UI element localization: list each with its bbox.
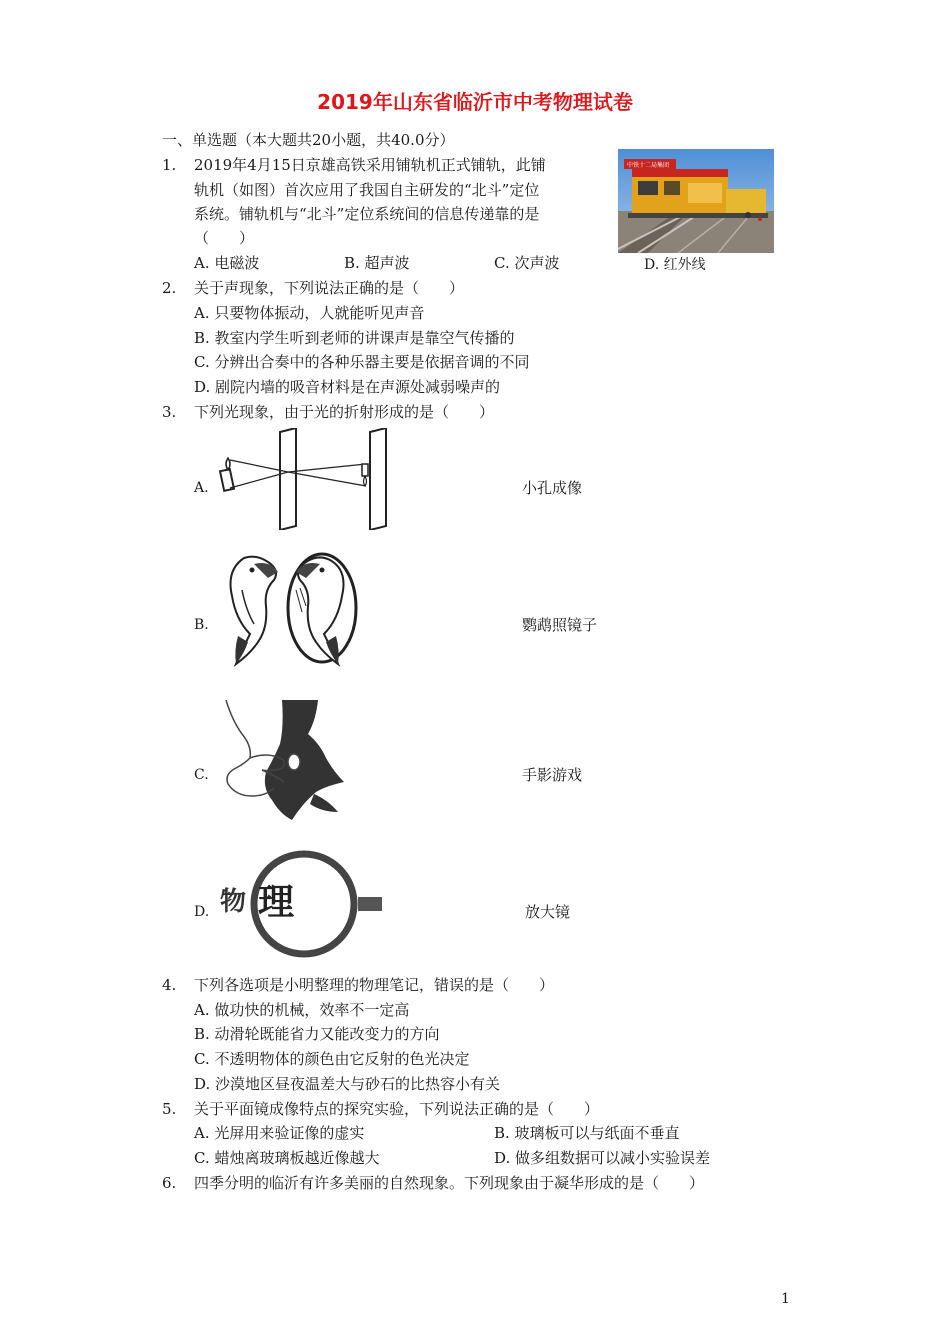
question-text: 关于声现象，下列说法正确的是（ ） bbox=[194, 279, 465, 297]
option-c-letter: C. bbox=[194, 767, 209, 783]
question-text-line: 轨机（如图）首次应用了我国自主研发的“北斗”定位 bbox=[194, 181, 540, 199]
magnifier-figure bbox=[220, 848, 384, 967]
option-c-caption: 手影游戏 bbox=[522, 766, 583, 784]
question-text: 下列光现象，由于光的折射形成的是（ ） bbox=[194, 403, 495, 421]
option-c: C. 不透明物体的颜色由它反射的色光决定 bbox=[194, 1050, 470, 1068]
option-d: D. 沙漠地区昼夜温差大与砂石的比热容小有关 bbox=[194, 1075, 501, 1093]
section-heading: 一、单选题（本大题共20小题，共40.0分） bbox=[162, 131, 455, 149]
question-number: 2. bbox=[162, 279, 177, 297]
option-a: A. 电磁波 bbox=[194, 254, 260, 272]
question-number: 4. bbox=[162, 976, 177, 994]
hand-shadow-figure bbox=[222, 700, 346, 831]
pinhole-camera-figure bbox=[218, 428, 396, 537]
option-c: C. 分辨出合奏中的各种乐器主要是依据音调的不同 bbox=[194, 353, 530, 371]
parrot-mirror-figure bbox=[224, 550, 364, 675]
option-a: A. 做功快的机械，效率不一定高 bbox=[194, 1001, 410, 1019]
track-laying-machine-photo bbox=[618, 149, 774, 253]
option-b-caption: 鹦鹉照镜子 bbox=[522, 616, 598, 634]
question-text: 四季分明的临沂有许多美丽的自然现象。下列现象由于凝华形成的是（ ） bbox=[194, 1174, 705, 1192]
question-text-line: （ ） bbox=[194, 229, 255, 247]
option-a-caption: 小孔成像 bbox=[522, 479, 583, 497]
option-d-letter: D. bbox=[194, 904, 210, 920]
question-number: 3. bbox=[162, 403, 177, 421]
option-b: B. 动滑轮既能省力又能改变力的方向 bbox=[194, 1025, 440, 1043]
page-number: 1 bbox=[781, 1291, 790, 1307]
question-text-line: 2019年4月15日京雄高铁采用铺轨机正式铺轨，此铺 bbox=[194, 156, 546, 174]
question-text: 关于平面镜成像特点的探究实验，下列说法正确的是（ ） bbox=[194, 1100, 600, 1118]
option-b-letter: B. bbox=[194, 617, 209, 633]
option-d: D. 剧院内墙的吸音材料是在声源处减弱噪声的 bbox=[194, 378, 501, 396]
option-d-caption: 放大镜 bbox=[525, 903, 571, 921]
option-b: B. 玻璃板可以与纸面不垂直 bbox=[494, 1124, 680, 1142]
option-a-letter: A. bbox=[194, 480, 209, 496]
question-number: 6. bbox=[162, 1174, 177, 1192]
option-d: D. 红外线 bbox=[644, 257, 706, 273]
option-d: D. 做多组数据可以减小实验误差 bbox=[494, 1149, 711, 1167]
option-a: A. 光屏用来验证像的虚实 bbox=[194, 1124, 365, 1142]
question-number: 1. bbox=[162, 156, 177, 174]
question-text-line: 系统。铺轨机与“北斗”定位系统间的信息传递靠的是 bbox=[194, 205, 540, 223]
magnifier-large-text: 理 bbox=[258, 882, 295, 923]
option-a: A. 只要物体振动，人就能听见声音 bbox=[194, 304, 425, 322]
page-title: 2019年山东省临沂市中考物理试卷 bbox=[317, 90, 633, 114]
option-b: B. 教室内学生听到老师的讲课声是靠空气传播的 bbox=[194, 329, 515, 347]
question-number: 5. bbox=[162, 1100, 177, 1118]
option-b: B. 超声波 bbox=[344, 254, 410, 272]
option-c: C. 次声波 bbox=[494, 254, 560, 272]
question-text: 下列各选项是小明整理的物理笔记，错误的是（ ） bbox=[194, 976, 555, 994]
option-c: C. 蜡烛离玻璃板越近像越大 bbox=[194, 1149, 380, 1167]
magnifier-small-text: 物 bbox=[220, 887, 247, 917]
photo-banner: 中铁十二局集团 bbox=[627, 162, 670, 169]
